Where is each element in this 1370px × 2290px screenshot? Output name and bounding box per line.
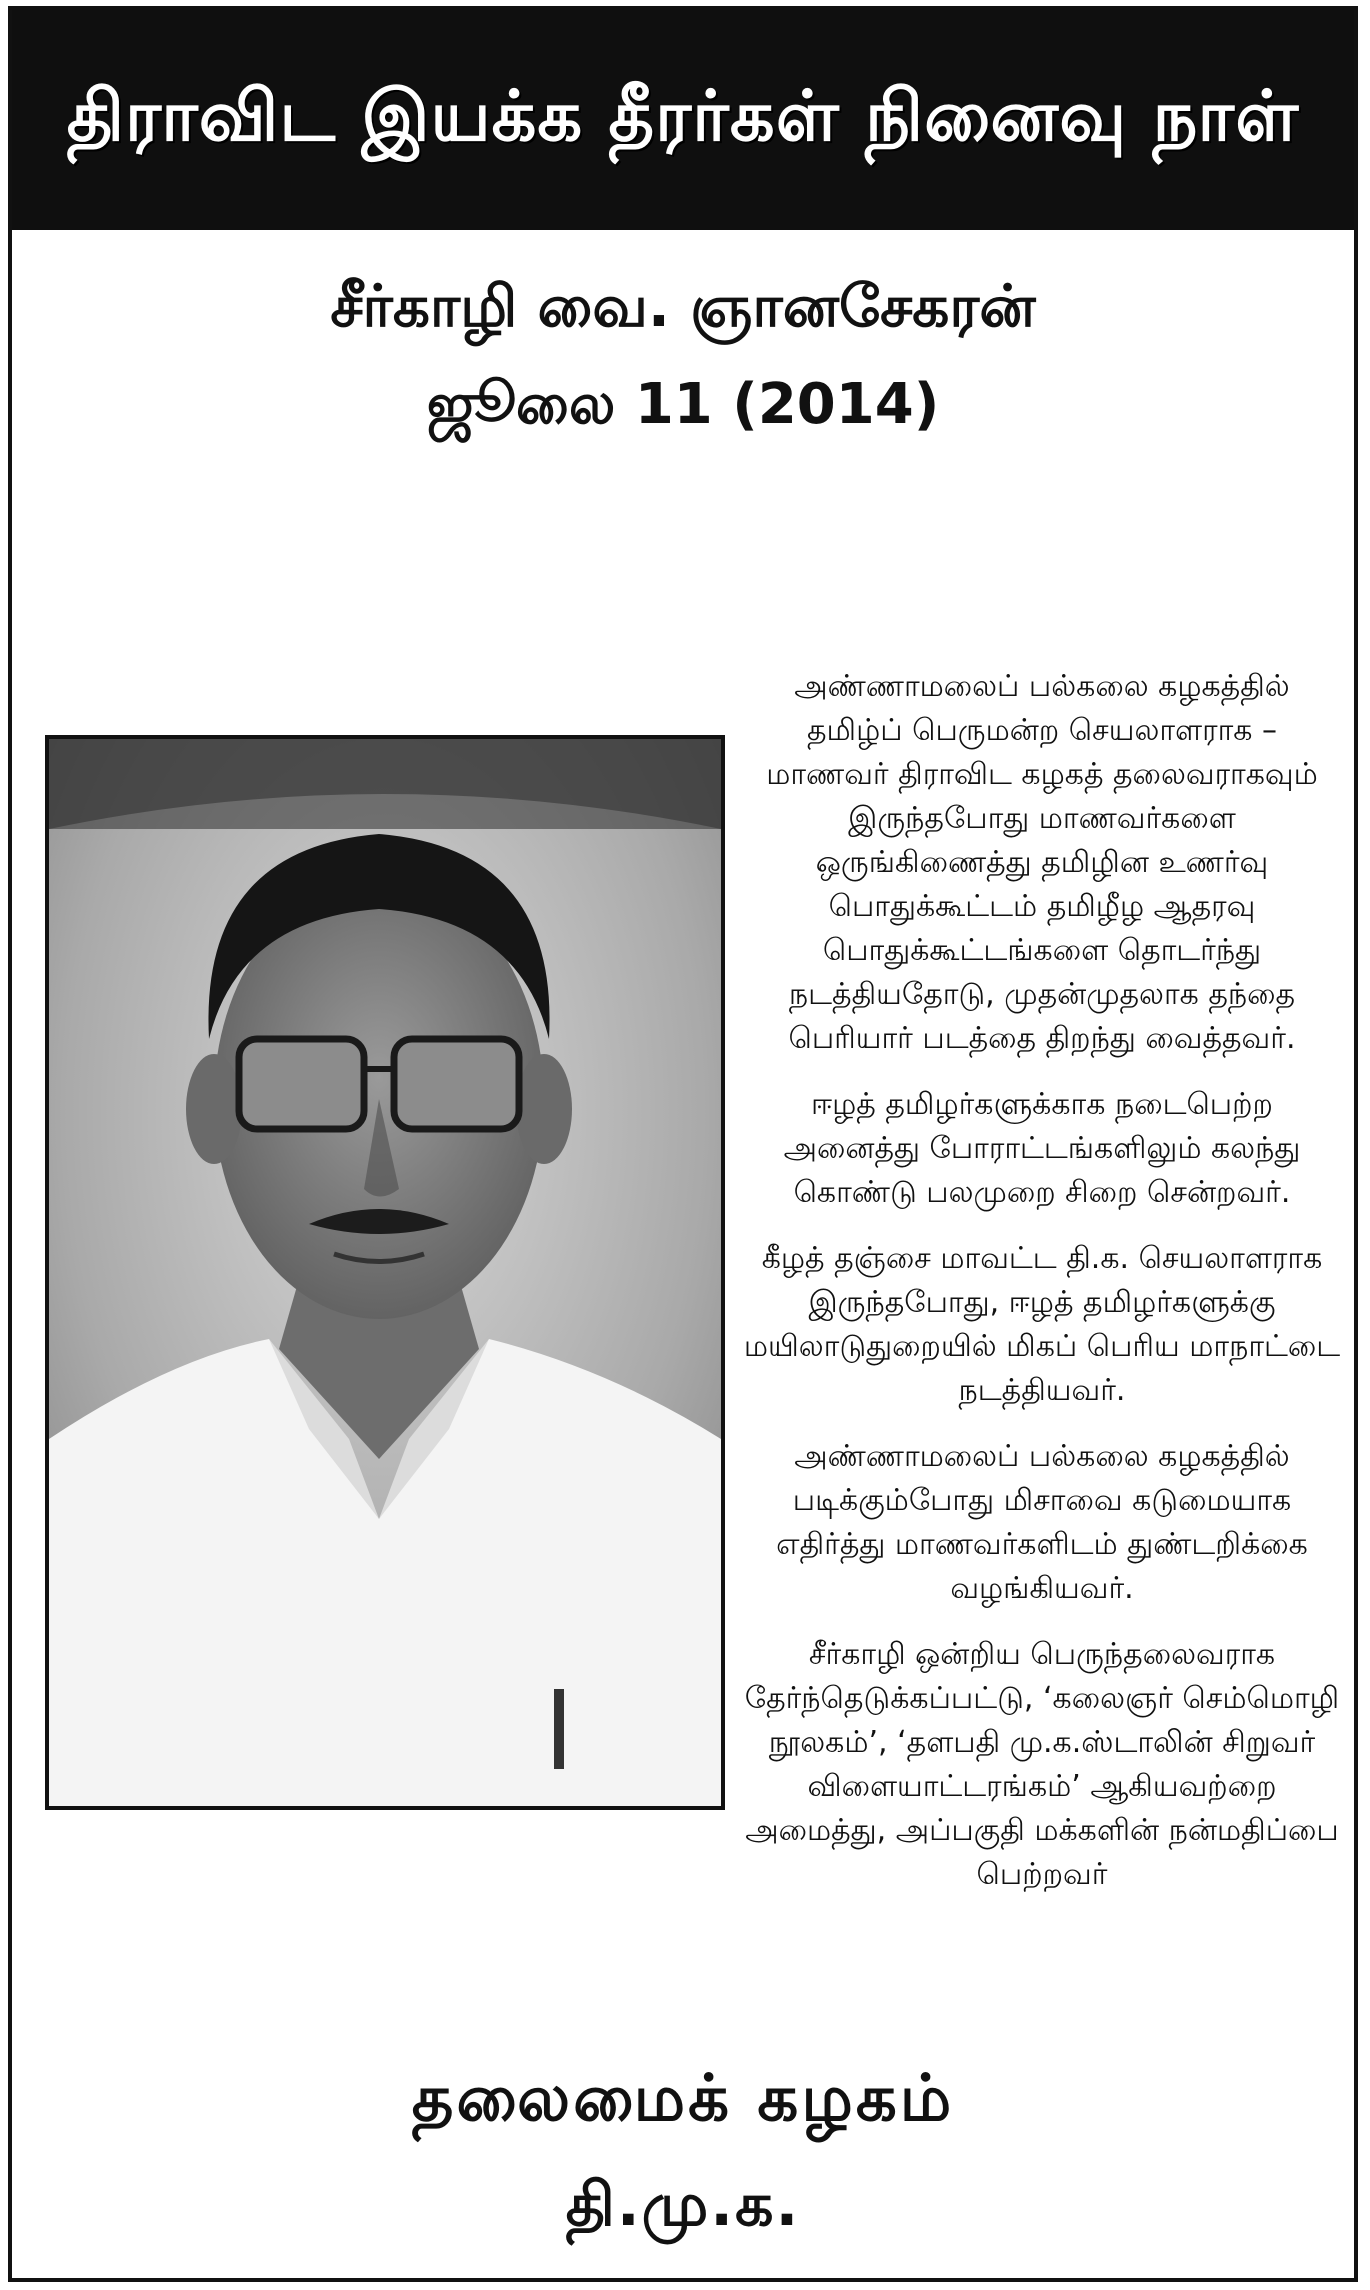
footer-party: தி.மு.க. — [565, 2170, 801, 2240]
portrait-image — [49, 739, 721, 1806]
memorial-notice — [8, 6, 1358, 2282]
banner-title: திராவிட இயக்க தீரர்கள் நினைவு நாள் — [66, 74, 1300, 157]
biography — [742, 665, 1342, 1919]
header-banner — [12, 10, 1354, 230]
footer-organization: தலைமைக் கழகம் — [411, 2062, 955, 2136]
bio-paragraph: அண்ணாமலைப் பல்கலை கழகத்தில் படிக்கும்போது மிசாவை கடுமையாக எதிர்த்து மாணவர்களிடம் துண்டறிக்கை வழங்கியவர். — [776, 1439, 1308, 1606]
portrait-photo — [45, 735, 725, 1810]
bio-paragraph: அண்ணாமலைப் பல்கலை கழகத்தில் தமிழ்ப் பெருமன்ற செயலாளராக – மாணவர் திராவிட கழகத் தலைவராகவும் இருந்தபோது மாணவர்களை ஒருங்கிணைத்து தமிழின உணர்வு பொதுக்கூட்டம் தமிழீழ ஆதரவு பொதுக்கூட்டங்களை தொடர்ந்து நடத்தியதோடு, முதன்முதலாக தந்தை பெரியார் படத்தை திறந்து வைத்தவர். — [766, 669, 1318, 1056]
person-name: சீர்காழி வை. ஞானசேகரன் — [330, 272, 1036, 340]
bio-paragraph: சீர்காழி ஒன்றிய பெருந்தலைவராக தேர்ந்தெடுக்கப்பட்டு, ‘கலைஞர் செம்மொழி நூலகம்’, ‘தளபதி மு.க.ஸ்டாலின் சிறுவர் விளையாட்டரங்கம்’ ஆகியவற்றை அமைத்து, அப்பகுதி மக்களின் நன்மதிப்பை பெற்றவர் — [744, 1637, 1340, 1892]
bio-paragraph: கீழத் தஞ்சை மாவட்ட தி.க. செயலாளராக இருந்தபோது, ஈழத் தமிழர்களுக்கு மயிலாடுதுறையில் மிகப் பெரிய மாநாட்டை நடத்தியவர். — [743, 1241, 1341, 1408]
bio-paragraph: ஈழத் தமிழர்களுக்காக நடைபெற்ற அனைத்து போராட்டங்களிலும் கலந்து கொண்டு பலமுறை சிறை சென்றவர். — [783, 1087, 1301, 1210]
memorial-date: ஜூலை 11 (2014) — [426, 372, 940, 437]
